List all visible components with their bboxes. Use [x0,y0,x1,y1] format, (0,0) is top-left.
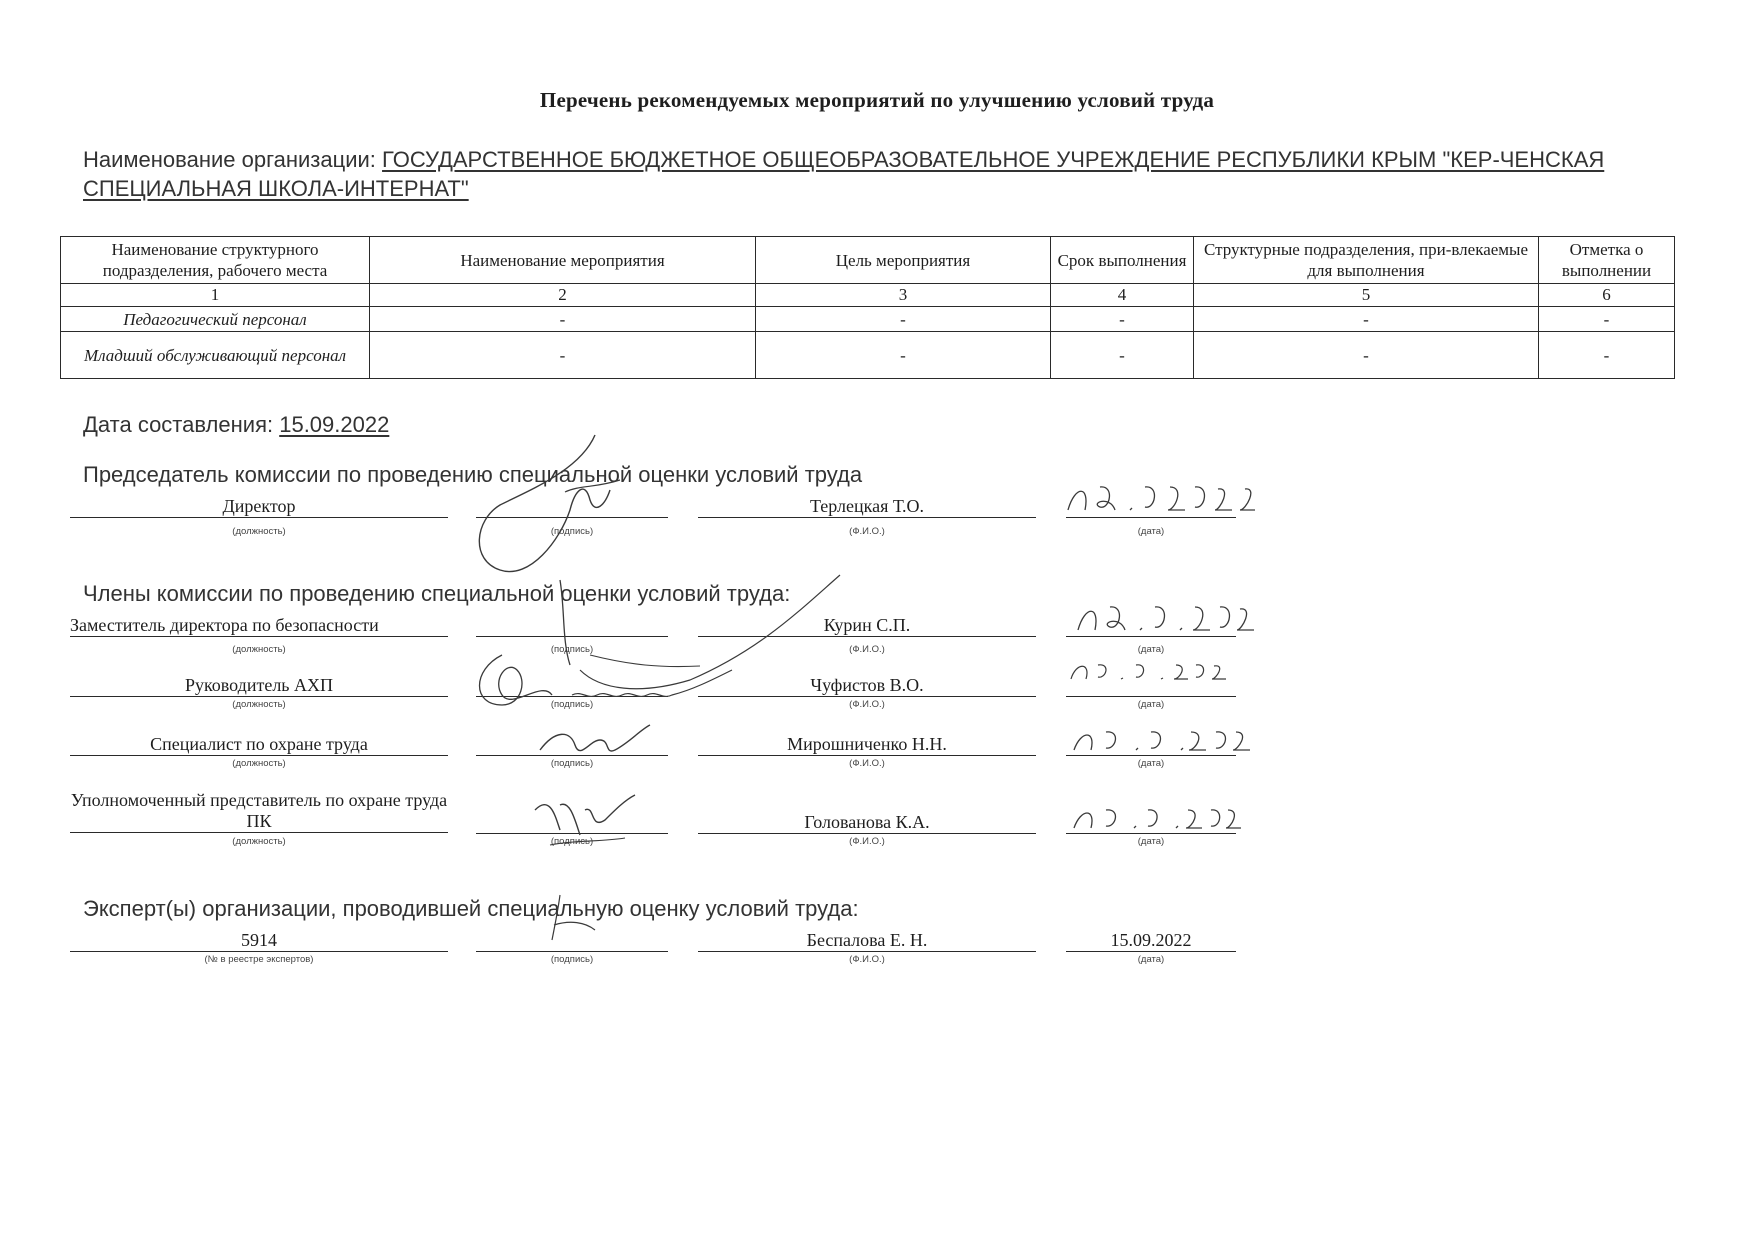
caption-date: (дата) [1137,644,1165,655]
table-cell: - [370,307,756,332]
column-number: 5 [1194,284,1539,307]
column-number-row [61,284,1675,307]
members-heading: Члены комиссии по проведению специальной оценки условий труда: [83,581,791,606]
caption-signature: (подпись) [550,758,594,769]
member-position: Уполномоченный представитель по охране труда ПК [70,790,448,831]
measures-table [60,236,1675,379]
organization-line [83,145,1643,203]
table-cell: - [1051,332,1194,379]
organization-name: ГОСУДАРСТВЕННОЕ БЮДЖЕТНОЕ ОБЩЕОБРАЗОВАТЕЛЬНОЕ УЧРЕЖДЕНИЕ РЕСПУБЛИКИ КРЫМ "КЕР-ЧЕНСКАЯ СПЕЦИАЛЬНАЯ ШКОЛА-ИНТЕРНАТ" [83,147,1605,201]
header-cell: Цель мероприятия [756,237,1051,284]
expert-fio: Беспалова Е. Н. [698,929,1036,952]
caption-position: (должность) [232,836,286,847]
member-fio: Курин С.П. [698,614,1036,637]
caption-signature: (подпись) [550,699,594,710]
caption-fio: (Ф.И.О.) [849,526,885,537]
table-cell: - [1051,307,1194,332]
member-position: Руководитель АХП [70,674,448,697]
table-header-row [61,237,1675,284]
caption-fio: (Ф.И.О.) [849,699,885,710]
table-cell: - [1539,332,1675,379]
member-handwritten-signature [462,650,742,720]
row-name: Педагогический персонал [61,307,370,332]
caption-signature: (подпись) [550,644,594,655]
caption-date: (дата) [1137,758,1165,769]
caption-date: (дата) [1137,836,1165,847]
table-cell: - [1194,307,1539,332]
chairman-handwritten-signature [470,430,670,585]
date-compiled [83,412,389,438]
caption-fio: (Ф.И.О.) [849,836,885,847]
caption-fio: (Ф.И.О.) [849,758,885,769]
column-number: 6 [1539,284,1675,307]
column-number: 2 [370,284,756,307]
caption-position: (должность) [232,699,286,710]
column-number: 3 [756,284,1051,307]
table-cell: - [756,332,1051,379]
table-row [61,307,1675,332]
table-cell: - [370,332,756,379]
column-number: 1 [61,284,370,307]
member-handwritten-signature [535,720,655,770]
header-cell: Срок выполнения [1051,237,1194,284]
handwritten-date-icon [1066,722,1266,757]
document-title: Перечень рекомендуемых мероприятий по улучшению условий труда [539,88,1215,112]
chairman-position: Директор [70,495,448,518]
date-compiled-value: 15.09.2022 [279,412,390,437]
handwritten-date-icon [1060,475,1260,520]
handwritten-date-icon [1070,595,1270,640]
organization-label: Наименование организации: [83,147,376,172]
table-cell: - [756,307,1051,332]
date-compiled-label: Дата составления: [83,412,274,437]
row-name: Младший обслуживающий персонал [61,332,370,379]
caption-date: (дата) [1137,699,1165,710]
caption-position: (должность) [232,644,286,655]
caption-position: (должность) [232,758,286,769]
caption-fio: (Ф.И.О.) [849,644,885,655]
caption-signature: (подпись) [550,836,594,847]
expert-heading: Эксперт(ы) организации, проводившей специальную оценку условий труда: [83,896,859,921]
column-number: 4 [1051,284,1194,307]
handwritten-date-icon [1066,657,1246,687]
header-cell: Структурные подразделения, при-влекаемые для выполнения [1194,237,1539,284]
member-position: Заместитель директора по безопасности [70,614,448,637]
table-row [61,332,1675,379]
member-fio: Голованова К.А. [698,811,1036,834]
chairman-heading: Председатель комиссии по проведению специальной оценки условий труда [83,462,863,487]
chairman-fio: Терлецкая Т.О. [698,495,1036,518]
expert-registry-number: 5914 [70,929,448,952]
member-handwritten-signature [530,790,640,860]
header-cell: Наименование мероприятия [370,237,756,284]
caption-fio: (Ф.И.О.) [849,954,885,965]
handwritten-date-icon [1066,800,1246,835]
table-cell: - [1539,307,1675,332]
caption-date: (дата) [1137,526,1165,537]
member-position: Специалист по охране труда [70,733,448,756]
expert-date: 15.09.2022 [1066,929,1236,952]
header-cell: Наименование структурного подразделения, рабочего места [61,237,370,284]
expert-handwritten-signature [540,890,640,950]
caption-registry: (№ в реестре экспертов) [204,954,314,965]
caption-signature: (подпись) [550,526,594,537]
header-cell: Отметка о выполнении [1539,237,1675,284]
caption-signature: (подпись) [550,954,594,965]
caption-date: (дата) [1137,954,1165,965]
caption-position: (должность) [232,526,286,537]
table-cell: - [1194,332,1539,379]
member-fio: Чуфистов В.О. [698,674,1036,697]
member-fio: Мирошниченко Н.Н. [698,733,1036,756]
